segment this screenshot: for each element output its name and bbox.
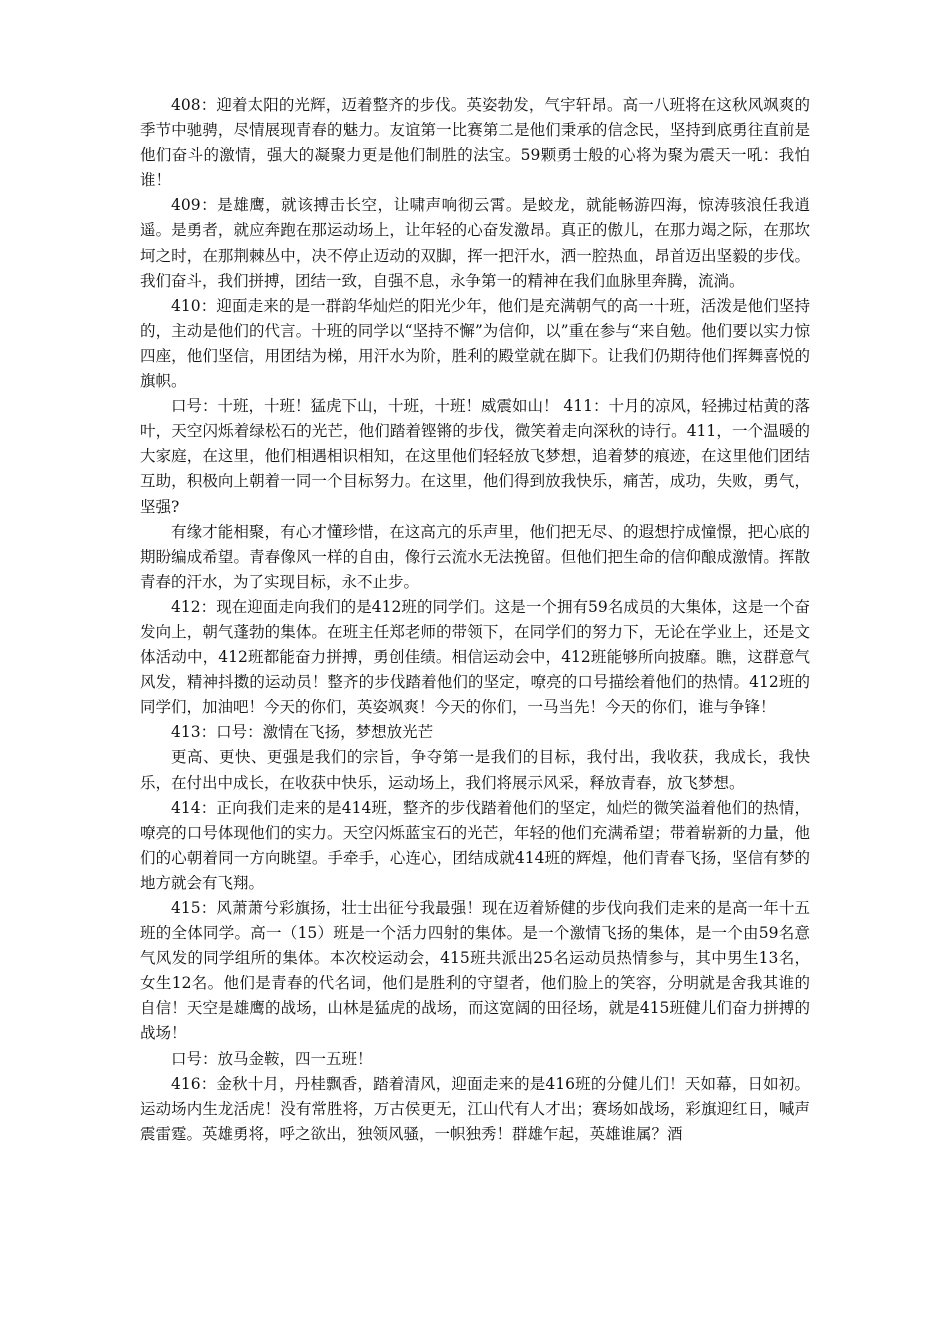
paragraph-408: 408：迎着太阳的光辉，迈着整齐的步伐。英姿勃发，气宇轩昂。高一八班将在这秋风飒爽的季节中驰骋，尽情展现青春的魅力。友谊第一比赛第二是他们秉承的信念民，坚持到底勇往直前是他们奋斗的激情，强大的凝聚力更是他们制胜的法宝。59颗勇士般的心将为聚为震天一吼：我怕谁！ [140, 96, 810, 190]
paragraph-410-slogan-411: 口号：十班，十班！猛虎下山，十班，十班！威震如山！ 411：十月的凉风，轻拂过枯黄的落叶，天空闪烁着绿松石的光芒，他们踏着铿锵的步伐，微笑着走向深秋的诗行。411，一个温暖的大家庭，在这里，他们相遇相识相知，在这里他们轻轻放飞梦想，追着梦的痕迹，在这里他们团结互助，积极向上朝着一同一个目标努力。在这里，他们得到放我快乐，痛苦，成功，失败，勇气，坚强? [140, 397, 811, 516]
paragraph-415-slogan: 口号：放马金鞍，四一五班！ [171, 1049, 373, 1068]
paragraph-412: 412：现在迎面走向我们的是412班的同学们。这是一个拥有59名成员的大集体，这是一个奋发向上，朝气蓬勃的集体。在班主任郑老师的带领下，在同学们的努力下，无论在学业上，还是文体活动中，412班都能奋力拼搏，勇创佳绩。相信运动会中，412班能够所向披靡。瞧，这群意气风发，精神抖擞的运动员！整齐的步伐踏着他们的坚定，嘹亮的口号描绘着他们的热情。412班的同学们，加油吧！今天的你们，英姿飒爽！今天的你们，一马当先！今天的你们，谁与争锋！ [140, 597, 810, 717]
paragraph-409: 409：是雄鹰，就该搏击长空，让啸声响彻云霄。是蛟龙，就能畅游四海，惊涛骇浪任我逍遥。是勇者，就应奔跑在那运动场上，让年轻的心奋发激昂。真正的傲儿，在那力竭之际，在那坎坷之时，在那荆棘丛中，决不停止迈动的双脚，挥一把汗水，洒一腔热血，昂首迈出坚毅的步伐。我们奋斗，我们拼搏，团结一致，自强不息，永争第一的精神在我们血脉里奔腾，流淌。 [140, 196, 810, 290]
paragraph-413-slogan: 413：口号：激情在飞扬，梦想放光芒 [171, 723, 434, 742]
paragraph-410: 410：迎面走来的是一群韵华灿烂的阳光少年，他们是充满朝气的高一十班，活泼是他们坚持的，主动是他们的代言。十班的同学以“坚持不懈”为信仰，以”重在参与“来自勉。他们要以实力惊四座，他们坚信，用团结为梯，用汗水为阶，胜利的殿堂就在脚下。让我们仍期待他们挥舞喜悦的旗帜。 [140, 296, 810, 391]
paragraph-414: 414：正向我们走来的是414班，整齐的步伐踏着他们的坚定，灿烂的微笑溢着他们的热情，嘹亮的口号体现他们的实力。天空闪烁蓝宝石的光芒，年轻的他们充满希望；带着崭新的力量，他们的心朝着同一方向眺望。手牵手，心连心，团结成就414班的辉煌，他们青春飞扬，坚信有梦的地方就会有飞翔。 [140, 798, 810, 892]
document-body [140, 93, 810, 1147]
paragraph-416: 416：金秋十月，丹桂飘香，踏着清风，迎面走来的是416班的分健儿们！天如幕，日如初。运动场内生龙活虎！没有常胜将，万古侯更无，江山代有人才出；赛场如战场，彩旗迎红日，喊声震雷霆。英雄勇将，呼之欲出，独领风骚，一帜独秀！群雄乍起，英雄谁属？酒 [140, 1074, 810, 1143]
paragraph-415: 415：风萧萧兮彩旗扬，壮士出征兮我最强！现在迈着矫健的步伐向我们走来的是高一年十五班的全体同学。高一（15）班是一个活力四射的集体。是一个激情飞扬的集体，是一个由59名意气风发的同学组所的集体。本次校运动会，415班共派出25名运动员热情参与，其中男生13名，女生12名。他们是青春的代名词，他们是胜利的守望者，他们脸上的笑容，分明就是舍我其谁的自信！天空是雄鹰的战场，山林是猛虎的战场，而这宽阔的田径场，就是415班健儿们奋力拼搏的战场！ [140, 899, 810, 1043]
paragraph-413: 更高、更快、更强是我们的宗旨，争夺第一是我们的目标，我付出，我收获，我成长，我快乐，在付出中成长，在收获中快乐，运动场上，我们将展示风采，释放青春，放飞梦想。 [140, 748, 810, 792]
paragraph-411-continued: 有缘才能相聚，有心才懂珍惜，在这高亢的乐声里，他们把无尽、的遐想拧成憧憬，把心底的期盼编成希望。青春像风一样的自由，像行云流水无法挽留。但他们把生命的信仰酿成激情。挥散青春的汗水，为了实现目标，永不止步。 [140, 522, 810, 591]
